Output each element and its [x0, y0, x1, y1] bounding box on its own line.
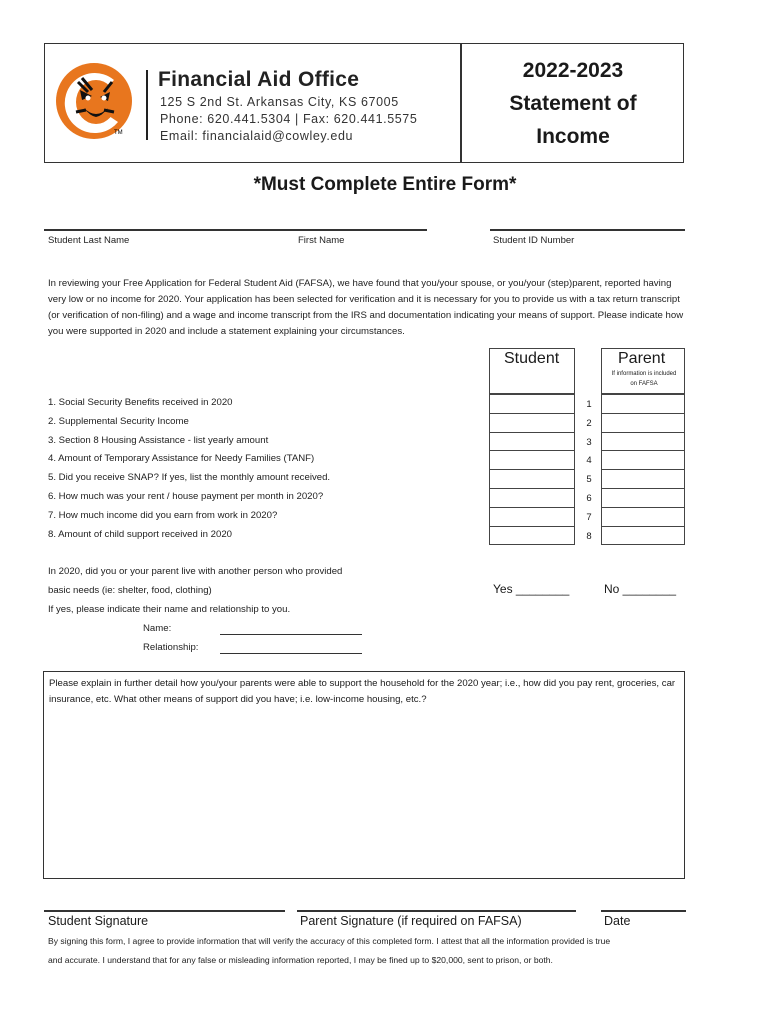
student-amount-input[interactable]: [489, 450, 575, 470]
parent-amount-input[interactable]: [601, 469, 685, 489]
date-label: Date: [604, 914, 631, 928]
student-column-header: [489, 348, 575, 394]
row-number: 5: [586, 474, 592, 486]
parent-signature-label: Parent Signature (if required on FAFSA): [300, 914, 522, 928]
parent-amount-input[interactable]: [601, 432, 685, 452]
form-title: [462, 54, 684, 153]
live-with-line3: If yes, please indicate their name and relationship to you.: [48, 604, 291, 615]
student-amount-input[interactable]: [489, 413, 575, 433]
student-id-label: Student ID Number: [493, 235, 575, 246]
row-number: 1: [586, 399, 592, 410]
parent-signature-line[interactable]: [297, 910, 576, 912]
question-label: 6. How much was your rent / house payment per month in 2020?: [48, 491, 324, 502]
legal-line1: By signing this form, I agree to provide information that will verify the accuracy of this completed form. I attest that all the information provided is true: [48, 936, 611, 946]
first-name-label: First Name: [298, 235, 345, 246]
student-amount-input[interactable]: [489, 507, 575, 527]
name-label: Name:: [143, 623, 172, 634]
office-email: Email: financialaid@cowley.edu: [160, 129, 354, 143]
row-number: 8: [586, 530, 592, 542]
student-amount-input[interactable]: [489, 432, 575, 452]
student-signature-line[interactable]: [44, 910, 285, 912]
parent-note-line2: on FAFSA: [630, 381, 658, 387]
office-address: 125 S 2nd St. Arkansas City, KS 67005: [160, 95, 399, 109]
no-option[interactable]: No ________: [604, 582, 677, 596]
explanation-prompt: Please explain in further detail how you/your parents were able to support the household for the 2020 year; i.e., how did you pay rent, groceries, car insurance, etc. What other means of support did you have; i.e. low-income housing, etc.?: [49, 678, 676, 705]
legal-line2: and accurate. I understand that for any false or misleading information reported, I may be fined up to $20,000, sent to prison, or both.: [48, 955, 553, 965]
row-number: 4: [586, 455, 592, 467]
intro-paragraph: In reviewing your Free Application for Federal Student Aid (FAFSA), we have found that you/your spouse, or you/your (step)parent, reported having very low or no income for 2020. Your application has been selected for verification and it is necessary for you to provide us with a tax return transcript (or verification of non-filing) and a wage and income transcript from the IRS and documentation indicating your means of support. Please indicate how you were supported in 2020 and include a statement explaining your circumstances.: [48, 278, 684, 337]
parent-amount-input[interactable]: [601, 526, 685, 546]
parent-amount-input[interactable]: [601, 488, 685, 508]
date-line[interactable]: [601, 910, 686, 912]
question-label: 1. Social Security Benefits received in 2020: [48, 397, 233, 408]
form-title-line2: Income: [536, 125, 610, 148]
row-number: 6: [586, 493, 592, 504]
parent-note-line1: If information is included: [611, 371, 677, 377]
explanation-textarea[interactable]: [43, 671, 685, 879]
parent-column-header: [601, 348, 685, 394]
parent-amount-input[interactable]: [601, 507, 685, 527]
question-label: 5. Did you receive SNAP? If yes, list the monthly amount received.: [48, 472, 331, 484]
student-amount-input[interactable]: [489, 488, 575, 508]
question-label: 8. Amount of child support received in 2020: [48, 528, 232, 540]
name-input-line[interactable]: [44, 229, 427, 231]
parent-column-note: [602, 369, 686, 389]
relationship-label: Relationship:: [143, 642, 199, 653]
student-id-input-line[interactable]: [490, 229, 685, 231]
student-amount-input[interactable]: [489, 469, 575, 489]
trademark-mark: TM: [114, 130, 123, 136]
parent-amount-input[interactable]: [601, 394, 685, 414]
office-title: Financial Aid Office: [158, 68, 360, 91]
question-label: 7. How much income did you earn from work in 2020?: [48, 509, 278, 521]
parent-amount-input[interactable]: [601, 450, 685, 470]
row-number: 2: [586, 417, 592, 429]
form-year: 2022-2023: [522, 59, 624, 82]
parent-column-label: Parent: [618, 350, 666, 367]
student-amount-input[interactable]: [489, 394, 575, 414]
student-amount-input[interactable]: [489, 526, 575, 546]
question-label: 2. Supplemental Security Income: [48, 415, 189, 427]
must-complete-notice: *Must Complete Entire Form*: [253, 174, 517, 195]
row-number: 7: [586, 511, 592, 523]
relationship-input[interactable]: [220, 653, 362, 654]
yes-option[interactable]: Yes ________: [493, 582, 570, 596]
student-column-label: Student: [504, 350, 560, 367]
question-label: 4. Amount of Temporary Assistance for Needy Families (TANF): [48, 453, 315, 465]
parent-amount-input[interactable]: [601, 413, 685, 433]
office-phone-fax: Phone: 620.441.5304 | Fax: 620.441.5575: [160, 112, 418, 126]
support-name-input[interactable]: [220, 634, 362, 635]
header-vertical-bar: [146, 70, 148, 140]
last-name-label: Student Last Name: [48, 235, 130, 246]
question-label: 3. Section 8 Housing Assistance - list yearly amount: [48, 434, 269, 446]
row-number: 3: [586, 436, 592, 448]
form-title-line1: Statement of: [509, 92, 637, 115]
tiger-logo: [52, 60, 136, 142]
live-with-line1: In 2020, did you or your parent live with another person who provided: [48, 566, 343, 577]
live-with-line2: basic needs (ie: shelter, food, clothing): [48, 585, 212, 596]
student-signature-label: Student Signature: [48, 914, 149, 928]
